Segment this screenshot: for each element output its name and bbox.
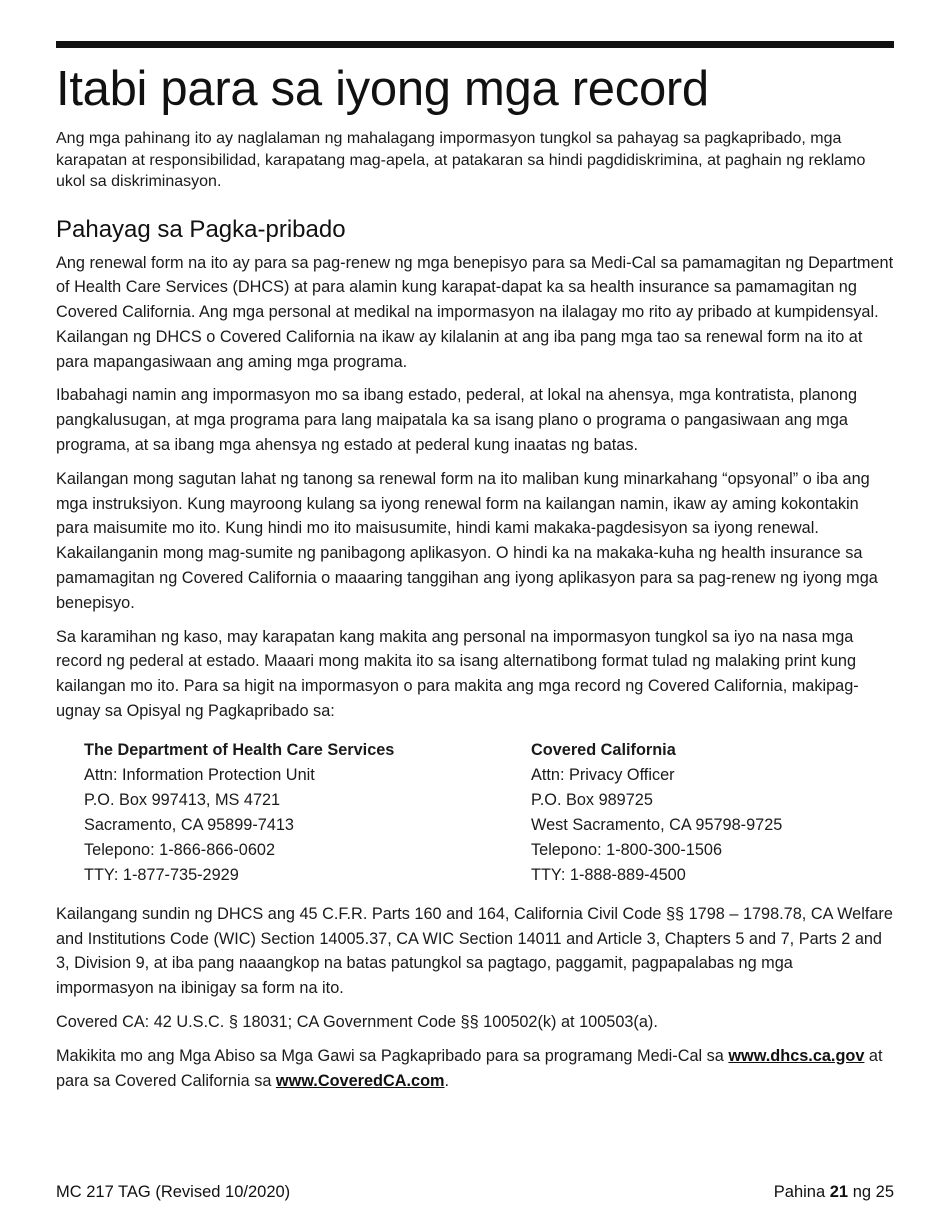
page-footer [56, 1183, 894, 1202]
address-box: P.O. Box 997413, MS 4721 [84, 790, 281, 809]
intro-text: Ang mga pahinang ito ay naglalaman ng mahalagang impormasyon tungkol sa pahayag sa pagkapribado, mga karapatan at responsibilidad, karapatang mag-apela, at patakaran sa hindi pagdidiskrimina, at paghain ng reklamo ukol sa diskriminasyon. [56, 130, 866, 190]
paragraph: Ang renewal form na ito ay para sa pag-renew ng mga benepisyo para sa Medi-Cal sa pamamagitan ng Department of Health Care Services (DHCS) at para alamin kung karapat-dapat ka sa health insurance sa pamamagitan ng Covered California. Ang mga personal at medikal na impormasyon na ilalagay mo rito ay pribado at kumpidensyal. Kailangan ng DHCS o Covered California na ikaw ay kilalanin at ang iba pang mga tao sa renewal form na ito at para mapangasiwaan ang aming mga programa. [56, 253, 894, 371]
address-tty: TTY: 1-877-735-2929 [84, 865, 239, 884]
address-dhcs [84, 738, 531, 888]
paragraph: Ibabahagi namin ang impormasyon mo sa ibang estado, pederal, at lokal na ahensya, mga kontratista, planong pangkalusugan, at mga programa para lang maipatala ka sa isang plano o programa o pangasiwaan ang mga programa, at sa ibang mga ahensya ng estado at pederal kung inaatas ng batas. [56, 386, 858, 455]
address-attn: Attn: Privacy Officer [531, 765, 675, 784]
page-label: Pahina [773, 1183, 830, 1201]
covered-code-paragraph: Covered CA: 42 U.S.C. § 18031; CA Government Code §§ 100502(k) at 100503(a). [56, 1013, 658, 1032]
document-page [56, 41, 894, 1102]
coveredca-link[interactable]: www.CoveredCA.com [275, 1071, 445, 1090]
notice-text: . [444, 1071, 450, 1090]
address-box: P.O. Box 989725 [531, 790, 653, 809]
contact-addresses [84, 738, 894, 888]
current-page: 21 [829, 1183, 849, 1201]
address-tty: TTY: 1-888-889-4500 [531, 865, 686, 884]
privacy-notice-paragraph [56, 1044, 894, 1094]
address-attn: Attn: Information Protection Unit [84, 765, 315, 784]
paragraph: Sa karamihan ng kaso, may karapatan kang makita ang personal na impormasyon tungkol sa iyo na nasa mga record ng pederal at estado. Maaari mong makita ito sa isang alternatibong format tulad ng malaking print kung kailangan mo ito. Para sa higit na impormasyon o para makita ang mga record ng Covered California, makipag-ugnay sa Opisyal ng Pagkapribado sa: [56, 627, 859, 721]
dhcs-link[interactable]: www.dhcs.ca.gov [728, 1046, 865, 1065]
address-phone: Telepono: 1-866-866-0602 [84, 840, 276, 859]
form-id: MC 217 TAG (Revised 10/2020) [56, 1183, 291, 1201]
address-name: Covered California [531, 740, 676, 759]
legal-paragraph: Kailangang sundin ng DHCS ang 45 C.F.R. Parts 160 and 164, California Civil Code §§ 1798 – 1798.78, CA Welfare and Institutions Code (WIC) Section 14005.37, CA WIC Section 14011 and Article 3, Chapters 5 and 7, Parts 2 and 3, Division 9, at iba pang naaangkop na batas patungkol sa pagtago, paggamit, pagpapalabas ng mga impormasyon na ibinigay sa form na ito. [56, 904, 893, 998]
notice-text: Makikita mo ang Mga Abiso sa Mga Gawi sa Pagkapribado para sa programang Medi-Cal sa [56, 1046, 729, 1065]
address-name: The Department of Health Care Services [84, 740, 395, 759]
paragraph: Kailangan mong sagutan lahat ng tanong sa renewal form na ito maliban kung minarkahang “opsyonal” o iba ang mga instruksiyon. Kung mayroong kulang sa iyong renewal form na kailangan namin, ikaw ay aming kokontakin para maisumite mo ito. Kung hindi mo ito maisusumite, hindi kami makaka-pagdesisyon sa iyong renewal. Kakailanganin mong mag-sumite ng panibagong aplikasyon. O hindi ka na makaka-kuha ng health insurance sa pamamagitan ng Covered California o maaaring tanggihan ang iyong aplikasyon para sa pag-renew ng iyong mga benepisyo. [56, 469, 878, 612]
page-separator: ng [848, 1183, 876, 1201]
address-phone: Telepono: 1-800-300-1506 [531, 840, 723, 859]
address-covered-california [531, 738, 782, 888]
page-number [774, 1183, 894, 1202]
page-title: Itabi para sa iyong mga record [56, 62, 709, 116]
total-pages: 25 [875, 1183, 894, 1201]
top-rule [56, 41, 894, 48]
address-city: Sacramento, CA 95899-7413 [84, 815, 294, 834]
notice-text: at para sa Covered California sa [56, 1046, 883, 1090]
address-city: West Sacramento, CA 95798-9725 [531, 815, 783, 834]
section-title: Pahayag sa Pagka-pribado [56, 215, 346, 243]
